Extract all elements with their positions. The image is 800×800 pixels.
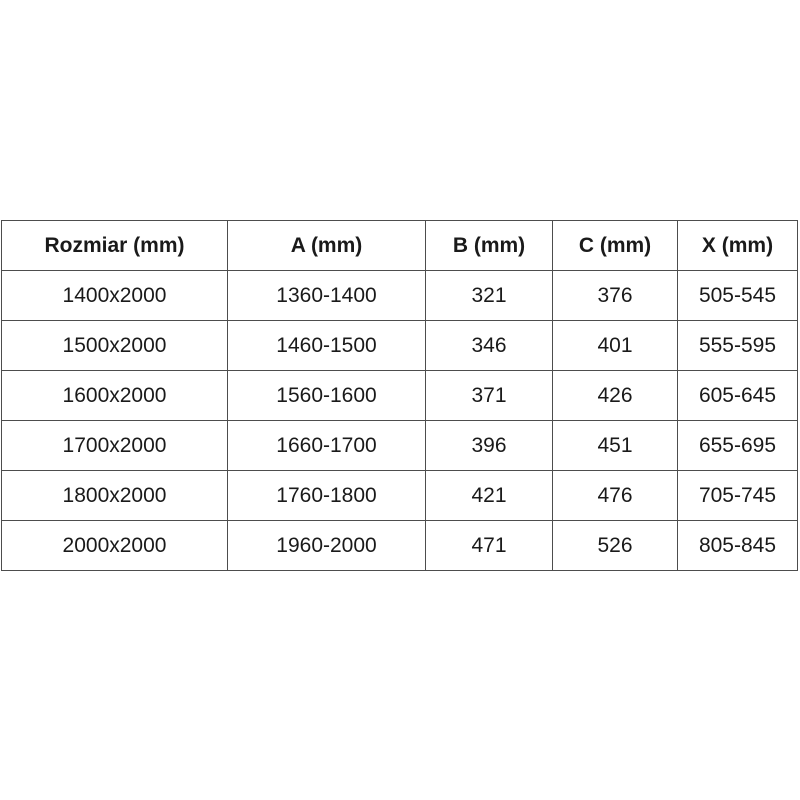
column-header-rozmiar: Rozmiar (mm)	[2, 221, 228, 271]
table-row	[2, 421, 798, 471]
cell-b: 371	[426, 371, 553, 421]
cell-b: 471	[426, 521, 553, 571]
cell-a: 1960-2000	[228, 521, 426, 571]
column-header-c: C (mm)	[553, 221, 678, 271]
cell-b: 346	[426, 321, 553, 371]
header-row	[2, 221, 798, 271]
cell-c: 526	[553, 521, 678, 571]
cell-rozmiar: 1500x2000	[2, 321, 228, 371]
table-row	[2, 321, 798, 371]
table-row	[2, 371, 798, 421]
cell-b: 396	[426, 421, 553, 471]
cell-rozmiar: 1800x2000	[2, 471, 228, 521]
cell-a: 1360-1400	[228, 271, 426, 321]
cell-x: 505-545	[678, 271, 798, 321]
cell-x: 605-645	[678, 371, 798, 421]
cell-x: 805-845	[678, 521, 798, 571]
cell-a: 1760-1800	[228, 471, 426, 521]
cell-x: 555-595	[678, 321, 798, 371]
table-row	[2, 271, 798, 321]
cell-c: 426	[553, 371, 678, 421]
cell-b: 321	[426, 271, 553, 321]
table-row	[2, 471, 798, 521]
cell-c: 451	[553, 421, 678, 471]
cell-x: 705-745	[678, 471, 798, 521]
cell-a: 1460-1500	[228, 321, 426, 371]
cell-rozmiar: 1700x2000	[2, 421, 228, 471]
column-header-b: B (mm)	[426, 221, 553, 271]
cell-c: 376	[553, 271, 678, 321]
cell-rozmiar: 1400x2000	[2, 271, 228, 321]
table-row	[2, 521, 798, 571]
dimensions-table	[1, 220, 798, 571]
column-header-x: X (mm)	[678, 221, 798, 271]
cell-a: 1660-1700	[228, 421, 426, 471]
cell-c: 401	[553, 321, 678, 371]
cell-x: 655-695	[678, 421, 798, 471]
cell-a: 1560-1600	[228, 371, 426, 421]
cell-rozmiar: 1600x2000	[2, 371, 228, 421]
cell-rozmiar: 2000x2000	[2, 521, 228, 571]
cell-b: 421	[426, 471, 553, 521]
cell-c: 476	[553, 471, 678, 521]
column-header-a: A (mm)	[228, 221, 426, 271]
